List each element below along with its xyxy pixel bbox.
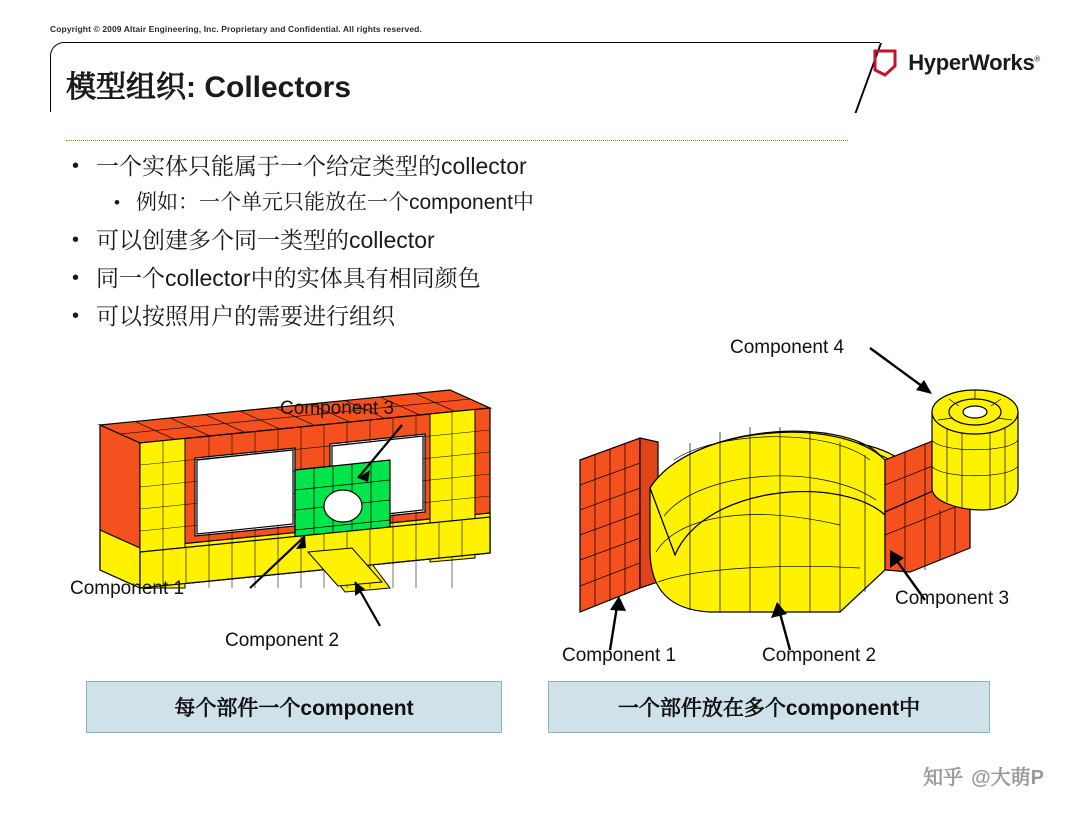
callout-component-3: Component 3 [280,398,395,419]
hyperworks-logo [872,48,1040,78]
callout-component-2: Component 2 [762,645,877,666]
bullet-text: 例如：一个单元只能放在一个component中 [136,191,534,214]
bullet-marker: • [72,229,80,251]
callout-component-1: Component 1 [70,578,185,599]
logo-wordmark: HyperWorks [908,50,1035,75]
hyperworks-logo-text [908,50,1040,76]
beam-mesh-svg [60,330,530,670]
bullet-marker: • [72,155,80,177]
bullet-text: 可以创建多个同一类型的collector [96,227,435,253]
copyright-bar [0,0,1080,42]
bullet-item [66,186,906,220]
bullet-item [66,222,906,258]
bullet-text: 同一个collector中的实体具有相同颜色 [96,265,481,291]
copyright-text: Copyright © 2009 Altair Engineering, Inc. Proprietary and Confidential. All rights reserved. [50,24,422,34]
bullet-text: 一个实体只能属于一个给定类型的collector [96,153,527,179]
altair-diamond-icon [872,48,898,78]
bullet-list [66,148,906,336]
logo-trademark: ® [1034,54,1040,64]
zhihu-logo: 知乎 [923,767,964,789]
bullet-item [66,148,906,184]
bullet-marker: • [72,305,80,327]
callout-component-3: Component 3 [895,588,1010,609]
caption-right: 一个部件放在多个component中 [548,681,990,733]
callout-component-4: Component 4 [730,337,845,358]
page-title: 模型组织: Collectors [66,71,352,104]
bullet-text: 可以按照用户的需要进行组织 [96,303,395,329]
title-underline [66,140,848,141]
bracket-mesh-svg [540,320,1050,670]
callout-component-1: Component 1 [562,645,677,666]
beam-mesh-figure [60,330,530,670]
bracket-mesh-figure [540,320,1050,670]
watermark [923,761,1044,790]
callout-component-2: Component 2 [225,630,340,651]
bullet-item [66,260,906,296]
watermark-username: @大萌P [971,767,1044,789]
caption-left: 每个部件一个component [86,681,502,733]
bullet-marker: • [114,193,120,212]
bullet-marker: • [72,267,80,289]
